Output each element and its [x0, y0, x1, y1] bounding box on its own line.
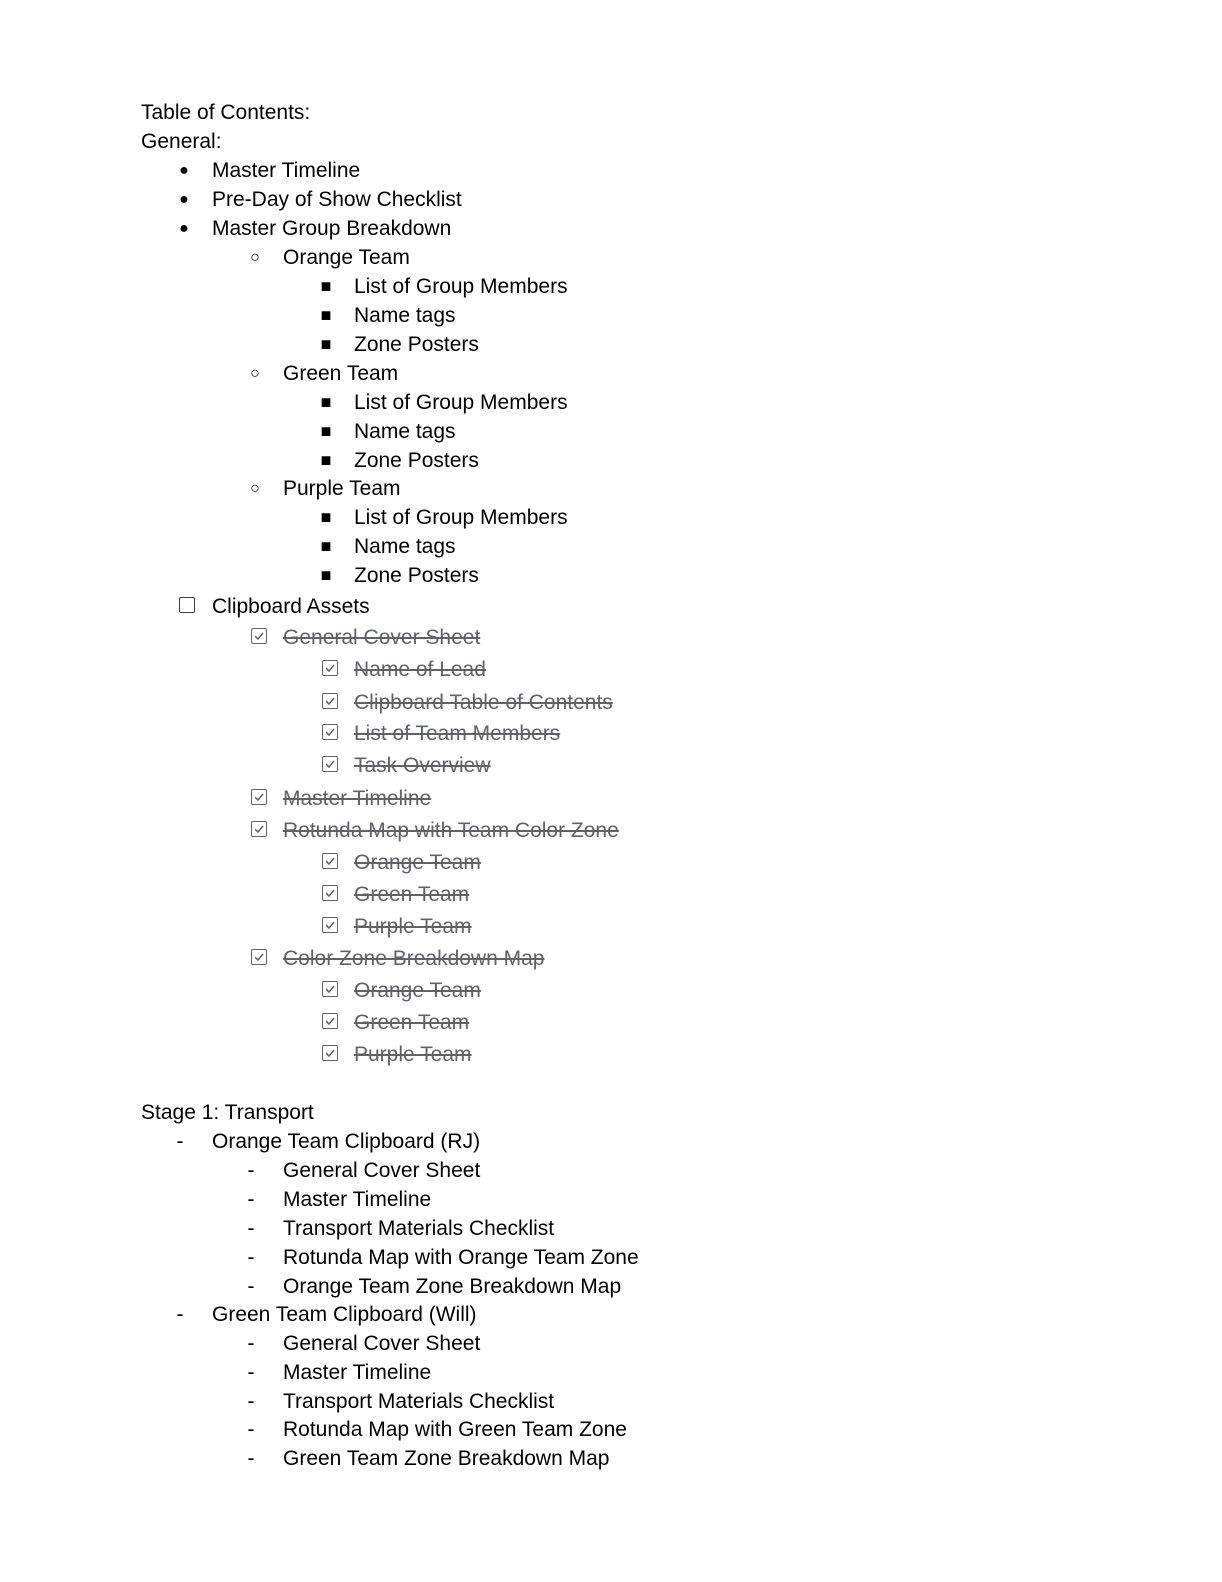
checklist-item-text: Master Timeline — [283, 787, 432, 810]
bullet-icon: ● — [179, 162, 189, 179]
clipboard-label: Green Team Clipboard (Will) — [212, 1303, 477, 1326]
list-item-text: List of Group Members — [354, 275, 568, 298]
dash-bullet-icon: - — [247, 1361, 255, 1384]
checklist-item-text: Clipboard Assets — [212, 595, 370, 618]
team-name: Orange Team — [283, 246, 410, 269]
list-item-text: Zone Posters — [354, 564, 479, 587]
square-bullet-icon: ■ — [320, 536, 332, 556]
square-bullet-icon: ■ — [320, 450, 332, 470]
list-item-text: Master Timeline — [283, 1361, 432, 1384]
hollow-circle-bullet-icon: ○ — [250, 480, 260, 497]
checklist-item-text: Purple Team — [354, 1043, 472, 1066]
list-item-text: Name tags — [354, 304, 456, 327]
square-bullet-icon: ■ — [320, 305, 332, 325]
dash-bullet-icon: - — [247, 1447, 255, 1470]
list-item-text: List of Group Members — [354, 391, 568, 414]
list-item-text: Green Team Zone Breakdown Map — [283, 1447, 610, 1470]
dash-bullet-icon: - — [247, 1418, 255, 1441]
dash-bullet-icon: - — [247, 1275, 255, 1298]
checkbox-checked-icon[interactable] — [251, 789, 267, 805]
dash-bullet-icon: - — [247, 1217, 255, 1240]
dash-bullet-icon: - — [176, 1303, 184, 1326]
dash-bullet-icon: - — [247, 1159, 255, 1182]
list-item-text: Master Group Breakdown — [212, 217, 452, 240]
checklist-item-text: Purple Team — [354, 915, 472, 938]
square-bullet-icon: ■ — [320, 421, 332, 441]
checkbox-checked-icon[interactable] — [322, 693, 338, 709]
list-item-text: Rotunda Map with Orange Team Zone — [283, 1246, 639, 1269]
checkbox-checked-icon[interactable] — [322, 885, 338, 901]
list-item-text: Master Timeline — [212, 159, 361, 182]
checkbox-checked-icon[interactable] — [322, 756, 338, 772]
checkbox-checked-icon[interactable] — [251, 949, 267, 965]
checklist-item-text: Rotunda Map with Team Color Zone — [283, 819, 619, 842]
list-item-text: List of Group Members — [354, 506, 568, 529]
checkbox-checked-icon[interactable] — [251, 821, 267, 837]
dash-bullet-icon: - — [247, 1246, 255, 1269]
checklist-item-text: Clipboard Table of Contents — [354, 691, 613, 714]
list-item-text: Zone Posters — [354, 449, 479, 472]
list-item-text: Orange Team Zone Breakdown Map — [283, 1275, 622, 1298]
dash-bullet-icon: - — [176, 1130, 184, 1153]
team-name: Green Team — [283, 362, 399, 385]
checkbox-checked-icon[interactable] — [322, 917, 338, 933]
hollow-circle-bullet-icon: ○ — [250, 365, 260, 382]
list-item-text: Transport Materials Checklist — [283, 1217, 555, 1240]
dash-bullet-icon: - — [247, 1390, 255, 1413]
square-bullet-icon: ■ — [320, 334, 332, 354]
list-item-text: General Cover Sheet — [283, 1159, 481, 1182]
checklist-item-text: Green Team — [354, 883, 470, 906]
checklist-item-text: Name of Lead — [354, 658, 486, 681]
list-item-text: Transport Materials Checklist — [283, 1390, 555, 1413]
list-item-text: Name tags — [354, 535, 456, 558]
clipboard-label: Orange Team Clipboard (RJ) — [212, 1130, 481, 1153]
checkbox-checked-icon[interactable] — [322, 853, 338, 869]
square-bullet-icon: ■ — [320, 507, 332, 527]
team-name: Purple Team — [283, 477, 401, 500]
checkbox-checked-icon[interactable] — [322, 1045, 338, 1061]
checkbox-checked-icon[interactable] — [322, 724, 338, 740]
stage1-heading-text: Stage 1: Transport — [141, 1101, 314, 1124]
list-item-text: Zone Posters — [354, 333, 479, 356]
list-item-text: Pre-Day of Show Checklist — [212, 188, 462, 211]
toc-heading-text: Table of Contents: — [141, 101, 311, 124]
list-item-text: Name tags — [354, 420, 456, 443]
checklist-item-text: Orange Team — [354, 851, 481, 874]
general-heading-text: General: — [141, 130, 222, 153]
checklist-item-text: List of Team Members — [354, 722, 561, 745]
checklist-item-text: Orange Team — [354, 979, 481, 1002]
dash-bullet-icon: - — [247, 1188, 255, 1211]
checkbox-checked-icon[interactable] — [322, 660, 338, 676]
list-item-text: Master Timeline — [283, 1188, 432, 1211]
checklist-item-text: General Cover Sheet — [283, 626, 481, 649]
checkbox-checked-icon[interactable] — [251, 628, 267, 644]
checklist-item-text: Green Team — [354, 1011, 470, 1034]
dash-bullet-icon: - — [247, 1332, 255, 1355]
checklist-item-text: Task Overview — [354, 754, 491, 777]
checkbox-checked-icon[interactable] — [322, 981, 338, 997]
square-bullet-icon: ■ — [320, 392, 332, 412]
checkbox-unchecked-icon[interactable] — [179, 597, 195, 613]
hollow-circle-bullet-icon: ○ — [250, 249, 260, 266]
bullet-icon: ● — [179, 220, 189, 237]
checkbox-checked-icon[interactable] — [322, 1013, 338, 1029]
list-item-text: Rotunda Map with Green Team Zone — [283, 1418, 627, 1441]
square-bullet-icon: ■ — [320, 276, 332, 296]
bullet-icon: ● — [179, 191, 189, 208]
square-bullet-icon: ■ — [320, 565, 332, 585]
checklist-item-text: Color Zone Breakdown Map — [283, 947, 545, 970]
list-item-text: General Cover Sheet — [283, 1332, 481, 1355]
